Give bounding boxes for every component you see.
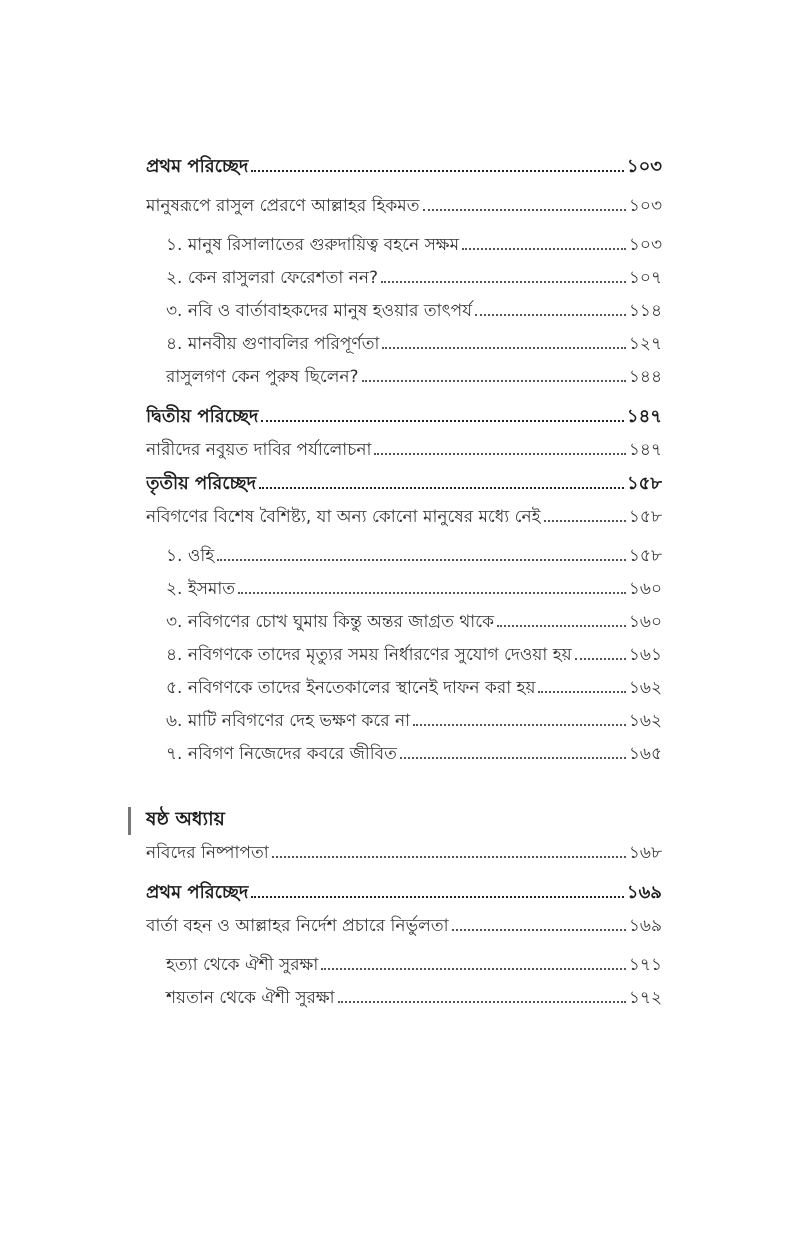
toc-entry-subtopic[interactable] <box>146 361 662 394</box>
toc-entry-title: ৫. নবিগণকে তাদের ইনতেকালের স্থানেই দাফন করা হয় <box>166 678 536 698</box>
dot-leader <box>413 724 626 726</box>
toc-entry-subtopic[interactable] <box>146 639 662 672</box>
dot-leader <box>452 929 626 931</box>
dot-leader <box>338 1001 626 1003</box>
toc-entry-page: ১০৩ <box>626 156 662 177</box>
toc-entry-page: ১১৪ <box>628 301 662 321</box>
table-of-contents <box>146 150 662 1015</box>
dot-leader <box>321 968 626 970</box>
dot-leader <box>462 248 626 250</box>
toc-entry-title: রাসুলগণ কেন পুরুষ ছিলেন? <box>166 367 359 387</box>
dot-leader <box>217 559 626 561</box>
toc-entry-section-1[interactable] <box>146 150 662 184</box>
toc-entry-page: ১৭২ <box>628 988 662 1008</box>
toc-entry-title: নবিগণের বিশেষ বৈশিষ্ট্য, যা অন্য কোনো মানুষের মধ্যে নেই <box>146 507 541 527</box>
dot-leader <box>400 757 626 759</box>
dot-leader <box>423 209 626 211</box>
dot-leader <box>575 658 626 660</box>
toc-entry-topic[interactable] <box>146 501 662 534</box>
toc-entry-title: মানুষরূপে রাসুল প্রেরণে আল্লাহর হিকমত <box>146 196 420 216</box>
toc-entry-title: ১. মানুষ রিসালাতের গুরুদায়িত্ব বহনে সক্ষম <box>166 235 460 255</box>
toc-entry-title: বার্তা বহন ও আল্লাহর নির্দেশ প্রচারে নির্ভুলতা <box>146 916 449 936</box>
toc-entry-page: ১৫৮ <box>628 507 662 527</box>
toc-entry-title: ২. কেন রাসুলরা ফেরেশতা নন? <box>166 268 379 288</box>
toc-entry-title: ৩. নবিগণের চোখ ঘুমায় কিন্তু অন্তর জাগ্রত থাকে <box>166 612 494 632</box>
toc-entry-topic[interactable] <box>146 837 662 870</box>
toc-entry-title: ৪. মানবীয় গুণাবলির পরিপূর্ণতা <box>166 334 380 354</box>
toc-entry-subtopic[interactable] <box>146 705 662 738</box>
toc-entry-subtopic[interactable] <box>146 672 662 705</box>
toc-entry-title: ৩. নবি ও বার্তাবাহকদের মানুষ হওয়ার তাৎপর্য <box>166 301 473 321</box>
dot-leader <box>251 170 624 172</box>
toc-entry-subtopic[interactable] <box>146 982 662 1015</box>
toc-entry-page: ১৪৭ <box>626 406 662 427</box>
toc-entry-title: দ্বিতীয় পরিচ্ছেদ <box>146 406 259 427</box>
toc-entry-page: ১৬০ <box>628 612 662 632</box>
toc-entry-page: ১০৭ <box>628 268 662 288</box>
toc-entry-title: হত্যা থেকে ঐশী সুরক্ষা <box>166 955 319 975</box>
dot-leader <box>538 691 625 693</box>
toc-entry-subtopic[interactable] <box>146 229 662 262</box>
toc-entry-subtopic[interactable] <box>146 262 662 295</box>
toc-entry-title: ১. ওহি <box>166 546 215 566</box>
dot-leader <box>362 380 626 382</box>
toc-entry-page: ১৬৯ <box>626 882 662 903</box>
toc-entry-topic[interactable] <box>146 434 662 467</box>
dot-leader <box>259 487 624 489</box>
dot-leader <box>251 896 624 898</box>
toc-entry-page: ১৬২ <box>628 678 662 698</box>
toc-entry-subtopic[interactable] <box>146 949 662 982</box>
toc-entry-title: তৃতীয় পরিচ্ছেদ <box>146 473 257 494</box>
toc-entry-page: ১৫৮ <box>626 473 662 494</box>
toc-entry-title: নারীদের নবুয়ত দাবির পর্যালোচনা <box>146 440 372 460</box>
toc-entry-title: ৬. মাটি নবিগণের দেহ ভক্ষণ করে না <box>166 711 411 731</box>
toc-entry-title: প্রথম পরিচ্ছেদ <box>146 882 249 903</box>
toc-entry-page: ১৬০ <box>628 579 662 599</box>
toc-entry-section-3[interactable] <box>146 467 662 501</box>
chapter-title: ষষ্ঠ অধ্যায় <box>146 808 225 830</box>
toc-entry-subtopic[interactable] <box>146 328 662 361</box>
toc-entry-subtopic[interactable] <box>146 540 662 573</box>
toc-entry-title: নবিদের নিষ্পাপতা <box>146 843 269 863</box>
dot-leader <box>374 453 625 455</box>
toc-entry-page: ১০৩ <box>628 235 662 255</box>
toc-entry-subtopic[interactable] <box>146 573 662 606</box>
toc-entry-subtopic[interactable] <box>146 606 662 639</box>
toc-entry-title: ৭. নবিগণ নিজেদের কবরে জীবিত <box>166 744 397 764</box>
toc-entry-page: ১২৭ <box>628 334 662 354</box>
dot-leader <box>497 625 626 627</box>
toc-entry-title: ৪. নবিগণকে তাদের মৃত্যুর সময় নির্ধারণের সুযোগ দেওয়া হয় <box>166 645 572 665</box>
toc-entry-page: ১৬৮ <box>628 843 662 863</box>
toc-entry-page: ১৬২ <box>628 711 662 731</box>
toc-entry-page: ১০৩ <box>628 196 662 216</box>
toc-entry-page: ১৪৭ <box>628 440 662 460</box>
dot-leader <box>272 856 626 858</box>
toc-entry-page: ১৬৫ <box>628 744 662 764</box>
toc-entry-title: ২. ইসমাত <box>166 579 236 599</box>
dot-leader <box>238 592 626 594</box>
toc-entry-title: শয়তান থেকে ঐশী সুরক্ষা <box>166 988 335 1008</box>
toc-entry-title: প্রথম পরিচ্ছেদ <box>146 156 249 177</box>
toc-entry-section-1[interactable] <box>146 876 662 910</box>
toc-entry-subtopic[interactable] <box>146 738 662 771</box>
toc-entry-topic[interactable] <box>146 190 662 223</box>
toc-entry-subtopic[interactable] <box>146 295 662 328</box>
chapter-marker-bar <box>128 807 131 835</box>
dot-leader <box>475 314 626 316</box>
chapter-heading[interactable] <box>146 801 662 837</box>
dot-leader <box>382 347 625 349</box>
toc-entry-section-2[interactable] <box>146 400 662 434</box>
toc-entry-page: ১৫৮ <box>628 546 662 566</box>
dot-leader <box>381 281 626 283</box>
dot-leader <box>544 520 626 522</box>
toc-entry-page: ১৪৪ <box>628 367 662 387</box>
toc-entry-page: ১৬৯ <box>628 916 662 936</box>
dot-leader <box>261 420 624 422</box>
toc-entry-topic[interactable] <box>146 910 662 943</box>
toc-entry-page: ১৭১ <box>628 955 662 975</box>
toc-entry-page: ১৬১ <box>628 645 662 665</box>
